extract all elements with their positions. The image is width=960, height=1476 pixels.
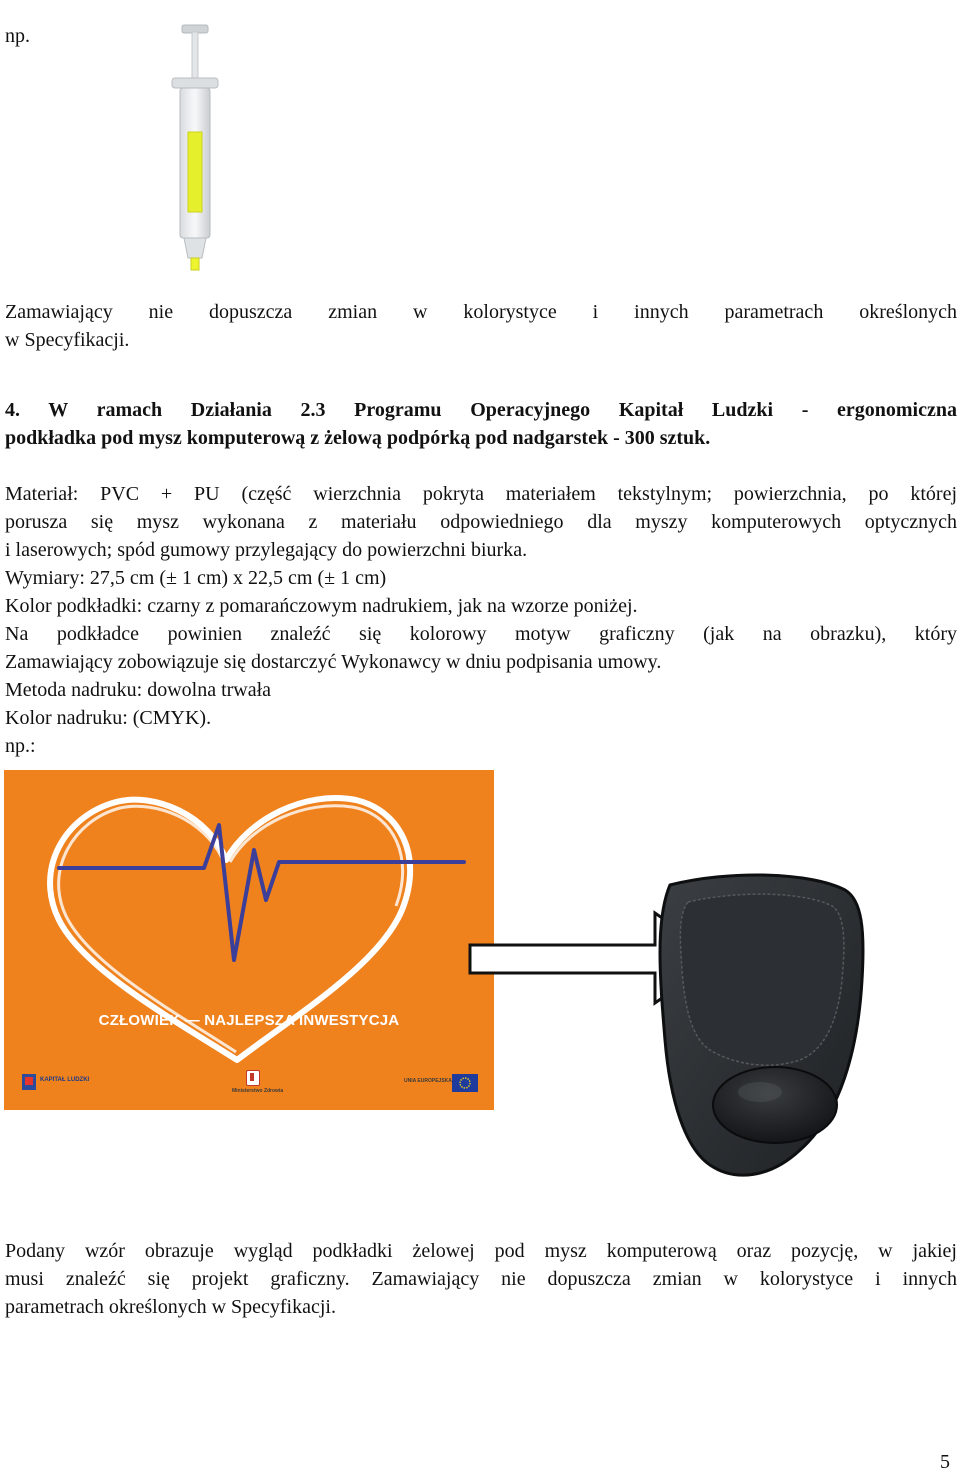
page-number: 5 [940, 1451, 950, 1473]
ministry-logo [232, 1070, 284, 1100]
eu-stars-icon [452, 1074, 478, 1092]
example-label-top: np. [5, 25, 30, 47]
material-line-3: i laserowych; spód gumowy przylegający do powierzchni biurka. [5, 539, 528, 561]
closing-line-1: Podany wzór obrazuje wygląd podkładki żelowej pod mysz komputerową oraz pozycję, w jakiej [5, 1240, 957, 1262]
closing-line-2: musi znaleźć się projekt graficzny. Zamawiający nie dopuszcza zmian w kolorystyce i innych [5, 1268, 957, 1290]
kapital-ludzki-logo-text: KAPITAŁ LUDZKI [40, 1077, 90, 1083]
closing-line-3: parametrach określonych w Specyfikacji. [5, 1296, 336, 1318]
section-heading-line-1: 4. W ramach Działania 2.3 Programu Operacyjnego Kapitał Ludzki - ergonomiczna [5, 399, 957, 421]
notice-paragraph-line-2: w Specyfikacji. [5, 329, 130, 351]
eu-logo-text: UNIA EUROPEJSKA [404, 1078, 452, 1084]
motif-line-1: Na podkładce powinien znaleźć się kolorowy motyw graficzny (jak na obrazku), który [5, 623, 957, 645]
poster-title: CZŁOWIEK — NAJLEPSZA INWESTYCJA [98, 1012, 400, 1029]
print-color-line: Kolor nadruku: (CMYK). [5, 707, 212, 729]
ministry-logo-text: Ministerstwo Zdrowia [232, 1088, 284, 1094]
gel-mouse-pad-image [640, 860, 870, 1190]
material-line-2: porusza się mysz wykonana z materiału odpowiedniego dla myszy komputerowych optycznych [5, 511, 957, 533]
pad-color-line: Kolor podkładki: czarny z pomarańczowym nadrukiem, jak na wzorze poniżej. [5, 595, 638, 617]
eu-logo [404, 1072, 484, 1098]
poster-image [4, 770, 494, 1110]
dimensions-line: Wymiary: 27,5 cm (± 1 cm) x 22,5 cm (± 1 cm) [5, 567, 387, 589]
kapital-ludzki-logo [22, 1072, 102, 1094]
section-heading-line-2: podkładka pod mysz komputerową z żelową podpórką pod nadgarstek - 300 sztuk. [5, 427, 711, 449]
material-line-1: Materiał: PVC + PU (część wierzchnia pokryta materiałem tekstylnym; powierzchnia, po której [5, 483, 957, 505]
notice-paragraph-line-1: Zamawiający nie dopuszcza zmian w kolorystyce i innych parametrach określonych [5, 301, 957, 323]
print-method-line: Metoda nadruku: dowolna trwała [5, 679, 272, 701]
syringe-highlighter-image [160, 22, 240, 280]
motif-line-2: Zamawiający zobowiązuje się dostarczyć Wykonawcy w dniu podpisania umowy. [5, 651, 662, 673]
heart-ecg-graphic [4, 770, 494, 1110]
example-label: np.: [5, 735, 36, 757]
